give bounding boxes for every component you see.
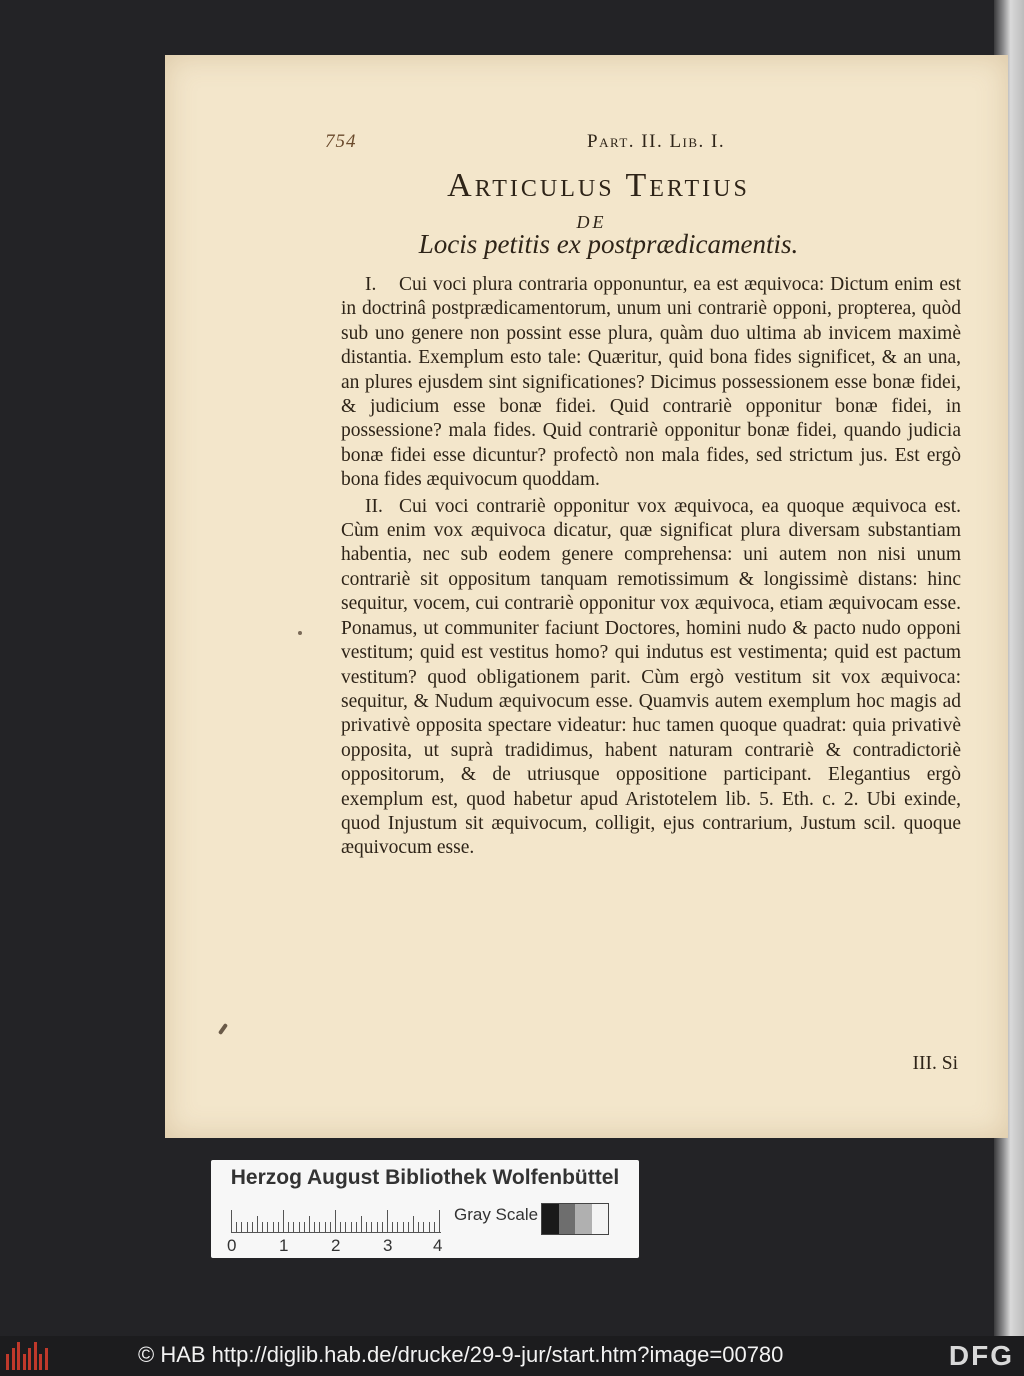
ruler-number: 0 bbox=[227, 1236, 237, 1255]
ruler-tick bbox=[351, 1222, 352, 1232]
ruler-tick bbox=[356, 1222, 357, 1232]
ruler-tick bbox=[429, 1222, 430, 1232]
ruler-number: 2 bbox=[331, 1236, 341, 1255]
ruler-tick bbox=[293, 1222, 294, 1232]
ruler-tick bbox=[403, 1222, 404, 1232]
ruler-tick bbox=[392, 1222, 393, 1232]
ruler-tick bbox=[252, 1222, 253, 1232]
paragraph bbox=[341, 273, 961, 493]
ruler-tick bbox=[439, 1210, 440, 1232]
ruler-tick bbox=[241, 1222, 242, 1232]
ruler-tick bbox=[387, 1210, 388, 1232]
ruler-tick bbox=[345, 1222, 346, 1232]
paragraph-text: Cui voci contrariè opponitur vox æquivoca, ea quoque æquivoca est. Cùm enim vox æquivoca dicatur, quæ significat plura diversam substantiam habentia, nec sub eodem genere comprehensa: uni autem non nisi unum contrariè sit oppositum tanquam remotissimum & longissimè distans: hinc sequitur, vocem, cui contrariè opponitur vox æquivoca, etiam æquivocam esse. Ponamus, ut communiter faciunt Doctores, homini nudo & pacto nudo opponi vestitum; quid est vestitus homo? qui indutus est vestimenta; quid est pactum vestitum? quod obligationem parit. Cùm ergò vestitum sit vox æquivoca: sequitur, & Nudum æquivocum esse. Quamvis autem exemplum hoc magis ad privativè opposita spectare videatur: huc tamen quoque quadrat: quia privativè opposita, ut suprà tradidimus, habent naturam contrariè & contradictoriè oppositorum, & de utriusque oppositione participant. Elegantius ergò exemplum est, quod habetur apud Aristotelem lib. 5. Eth. c. 2. Ubi exinde, quod Injustum sit æquivocum, colligit, ejus contrarium, Justum scil. quoque æquivocum esse. bbox=[341, 495, 961, 859]
ruler-tick bbox=[397, 1222, 398, 1232]
paragraph-text: Cui voci plura contraria opponuntur, ea est æquivoca: Dictum enim est in doctrinâ postprædicamentorum, unum uni contrariè opponi, propterea, quòd sub uno genere non possint esse plura, quàm duo ultima ab invicem maximè distantia. Exemplum esto tale: Quæritur, quid bona fides significet, & an una, an plures ejusdem sint significationes? Dicimus possessionem esse bonæ fidei, & judicium esse bonæ fidei. Quid contrariè opponitur bonæ fidei, in possessione? mala fides. Quid contrariè opponitur bonæ fidei, quando judicia bonæ fidei esse dicuntur? profectò non mala fides, sed strictum jus. Est ergò bona fides æquivocum quoddam. bbox=[341, 274, 961, 491]
gray-scale-label: Gray Scale bbox=[454, 1205, 539, 1224]
ruler-tick bbox=[236, 1222, 237, 1232]
ruler-tick bbox=[335, 1210, 336, 1232]
copyright-link[interactable]: © HAB http://diglib.hab.de/drucke/29-9-jur/start.htm?image=00780 bbox=[138, 1342, 784, 1367]
ruler-tick bbox=[288, 1222, 289, 1232]
ruler-tick bbox=[371, 1222, 372, 1232]
ruler-tick bbox=[413, 1216, 414, 1232]
ruler-tick bbox=[267, 1222, 268, 1232]
ruler-tick bbox=[314, 1222, 315, 1232]
ruler-tick bbox=[382, 1222, 383, 1232]
page-body bbox=[341, 273, 961, 861]
ruler-number: 3 bbox=[383, 1236, 393, 1255]
footer-bar bbox=[0, 1336, 1024, 1376]
ruler-tick bbox=[247, 1222, 248, 1232]
article-de: DE bbox=[576, 212, 607, 232]
gray-patch bbox=[575, 1204, 592, 1234]
ruler-tick bbox=[278, 1222, 279, 1232]
gray-patch bbox=[559, 1204, 576, 1234]
ink-mark bbox=[218, 1023, 228, 1035]
library-label-card bbox=[211, 1160, 639, 1258]
ruler-tick bbox=[434, 1222, 435, 1232]
ruler-tick bbox=[231, 1210, 232, 1232]
ruler-tick bbox=[408, 1222, 409, 1232]
paragraph bbox=[341, 495, 961, 861]
library-name: Herzog August Bibliothek Wolfenbüttel bbox=[230, 1166, 620, 1189]
ruler-tick bbox=[257, 1216, 258, 1232]
article-subtitle: Locis petitis ex postprædicamentis. bbox=[418, 229, 799, 259]
catchword: III. Si bbox=[912, 1053, 958, 1074]
page-number: 754 bbox=[325, 131, 357, 152]
ruler-tick bbox=[340, 1222, 341, 1232]
ruler-tick bbox=[309, 1216, 310, 1232]
ruler-tick bbox=[361, 1216, 362, 1232]
ruler-tick bbox=[330, 1222, 331, 1232]
scale-ruler bbox=[231, 1202, 441, 1233]
article-title: Articulus Tertius bbox=[447, 167, 750, 204]
gray-patch bbox=[542, 1204, 559, 1234]
ruler-tick bbox=[299, 1222, 300, 1232]
ruler-tick bbox=[304, 1222, 305, 1232]
ruler-tick bbox=[377, 1222, 378, 1232]
ruler-tick bbox=[423, 1222, 424, 1232]
ruler-tick bbox=[325, 1222, 326, 1232]
ruler-tick bbox=[418, 1222, 419, 1232]
ruler-tick bbox=[319, 1222, 320, 1232]
ruler-tick bbox=[262, 1222, 263, 1232]
hab-logo-icon bbox=[6, 1342, 52, 1370]
ruler-tick bbox=[283, 1210, 284, 1232]
ink-dot bbox=[298, 631, 302, 635]
paragraph-number: I. bbox=[365, 274, 377, 295]
ruler-tick bbox=[366, 1222, 367, 1232]
ruler-tick bbox=[273, 1222, 274, 1232]
running-head-title: Part. II. Lib. I. bbox=[587, 131, 726, 152]
dfg-logo: DFG bbox=[948, 1340, 1014, 1371]
gray-scale-swatch bbox=[541, 1203, 609, 1235]
running-head bbox=[325, 131, 938, 161]
paragraph-number: II. bbox=[365, 495, 383, 517]
book-page bbox=[165, 55, 1008, 1138]
gray-patch bbox=[592, 1204, 609, 1234]
ruler-number: 4 bbox=[433, 1236, 443, 1255]
ruler-number: 1 bbox=[279, 1236, 289, 1255]
